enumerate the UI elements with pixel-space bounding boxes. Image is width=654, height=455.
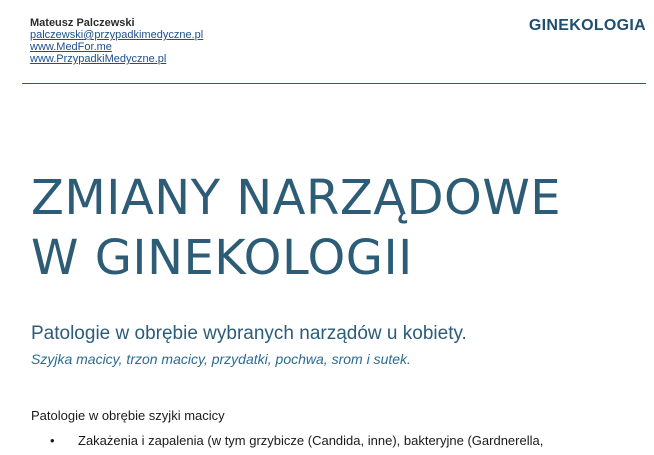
author-name: Mateusz Palczewski	[30, 17, 135, 29]
section-label: GINEKOLOGIA	[528, 17, 646, 34]
medfor-link[interactable]: www.MedFor.me	[30, 41, 112, 53]
subtitle-topics: Szyjka macicy, trzon macicy, przydatki, pochwa, srom i sutek.	[31, 351, 411, 367]
section-heading: Patologie w obrębie szyjki macicy	[31, 408, 225, 423]
email-link[interactable]: palczewski@przypadkimedyczne.pl	[30, 29, 204, 41]
main-title	[31, 168, 561, 288]
bullet-dot-icon: •	[50, 433, 55, 448]
main-title-line-2: W GINEKOLOGII	[31, 230, 413, 286]
subtitle: Patologie w obrębie wybranych narządów u kobiety.	[31, 323, 467, 344]
przypadki-link[interactable]: www.PrzypadkiMedyczne.pl	[30, 53, 167, 65]
header-divider	[22, 83, 646, 84]
main-title-line-1: ZMIANY NARZĄDOWE	[31, 170, 562, 226]
bullet-list	[50, 433, 640, 448]
list-item	[50, 433, 640, 448]
list-item-text: Zakażenia i zapalenia (w tym grzybicze (Candida, inne), bakteryjne (Gardnerella,	[78, 433, 544, 448]
